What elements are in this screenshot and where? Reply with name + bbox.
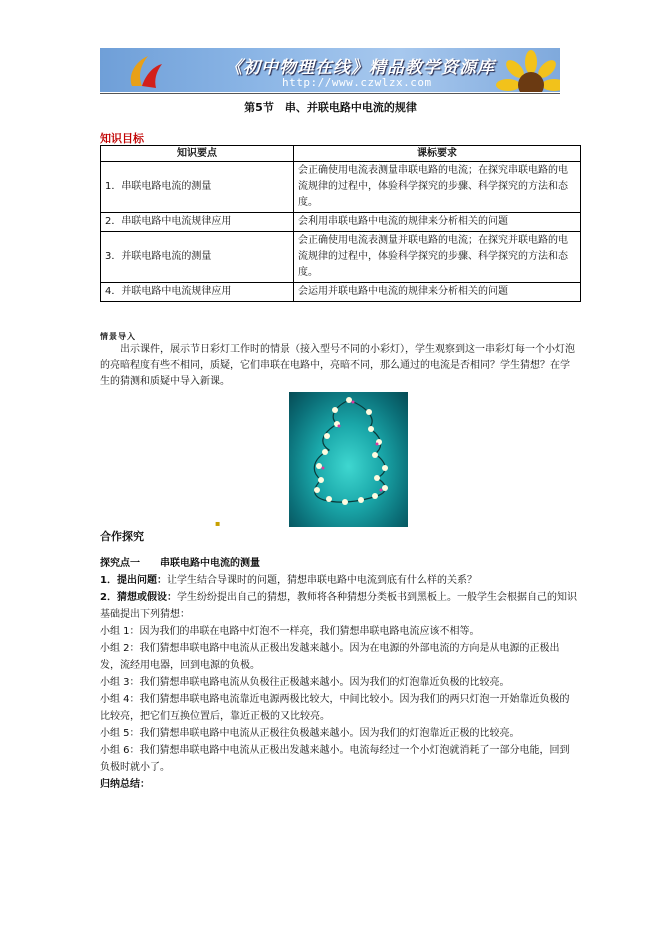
table-row <box>101 283 581 302</box>
page-title: 第5节 串、并联电路中电流的规律 <box>244 101 417 114</box>
group-2: 小组 2：我们猜想串联电路中电流从正极出发越来越小。因为在电源的外部电流的方向是从电源的正极出发，流经用电器，回到电源的负极。 <box>100 643 560 671</box>
table-cell: 会正确使用电流表测量并联电路的电流；在探究并联电路的电流规律的过程中，体验科学探究的步骤、科学探究的方法和态度。 <box>294 232 581 283</box>
table-cell: 会正确使用电流表测量串联电路的电流；在探究串联电路的电流规律的过程中，体验科学探究的步骤、科学探究的方法和态度。 <box>294 162 581 213</box>
step-2-text: 学生纷纷提出自己的猜想，教师将各种猜想分类板书到黑板上。一般学生会根据自己的知识基础提出下列猜想： <box>100 592 577 620</box>
logo-icon <box>126 52 166 90</box>
table-cell: 4．并联电路中电流规律应用 <box>101 283 294 302</box>
knowledge-table <box>100 145 581 302</box>
table-row <box>101 162 581 213</box>
summary-heading: 归纳总结： <box>100 779 150 790</box>
sunflower-icon <box>496 50 560 92</box>
intro-paragraph: 出示课件，展示节日彩灯工作时的情景（接入型号不同的小彩灯），学生观察到这一串彩灯每一个小灯泡的亮暗程度有些不相同，质疑，它们串联在电路中，亮暗不同，那么通过的电流是否相同？学生猜想？在学生的猜测和质疑中导入新课。 <box>100 344 575 387</box>
step-1 <box>100 572 578 589</box>
group-1: 小组 1：因为我们的串联在电路中灯泡不一样亮，我们猜想串联电路电流应该不相等。 <box>100 626 480 637</box>
table-row <box>101 213 581 232</box>
step-1-text: 让学生结合导课时的问题，猜想串联电路中电流到底有什么样的关系？ <box>166 575 477 586</box>
table-cell: 2．串联电路中电流规律应用 <box>101 213 294 232</box>
table-header: 知识要点 <box>101 146 294 162</box>
step-2-label: 2．猜想或假设： <box>100 592 177 603</box>
group-6: 小组 6：我们猜想串联电路中电流从正极出发越来越小。电流每经过一个小灯泡就消耗了一部分电能，回到负极时就小了。 <box>100 745 570 773</box>
table-cell: 1．串联电路电流的测量 <box>101 162 294 213</box>
banner-url: http://www.czwlzx.com <box>282 76 432 89</box>
decorative-mark: ▪ <box>215 519 221 528</box>
string-lights-photo <box>289 392 408 527</box>
table-cell: 会运用并联电路中电流的规律来分析相关的问题 <box>294 283 581 302</box>
lights-illustration <box>289 392 408 527</box>
step-2 <box>100 589 578 623</box>
explore-heading: 探究点一 串联电路中电流的测量 <box>100 558 260 569</box>
knowledge-goal-heading: 知识目标 <box>100 132 144 145</box>
group-3: 小组 3：我们猜想串联电路电流从负极往正极越来越小。因为我们的灯泡靠近负极的比较亮。 <box>100 677 510 688</box>
header-rule <box>100 93 560 94</box>
intro-heading: 情景导入 <box>100 332 136 341</box>
header-banner <box>100 48 560 92</box>
table-header-row <box>101 146 581 162</box>
cooperation-heading: 合作探究 <box>100 530 144 543</box>
table-cell: 会利用串联电路中电流的规律来分析相关的问题 <box>294 213 581 232</box>
table-cell: 3．并联电路电流的测量 <box>101 232 294 283</box>
table-row <box>101 232 581 283</box>
banner-title: 《初中物理在线》精品教学资源库 <box>225 58 495 78</box>
table-header: 课标要求 <box>294 146 581 162</box>
step-1-label: 1．提出问题： <box>100 575 167 586</box>
group-5: 小组 5：我们猜想串联电路中电流从正极往负极越来越小。因为我们的灯泡靠近正极的比较亮。 <box>100 728 520 739</box>
exploration-section <box>100 555 578 793</box>
group-4: 小组 4：我们猜想串联电路电流靠近电源两极比较大，中间比较小。因为我们的两只灯泡一开始靠近负极的比较亮，把它们互换位置后，靠近正极的又比较亮。 <box>100 694 570 722</box>
